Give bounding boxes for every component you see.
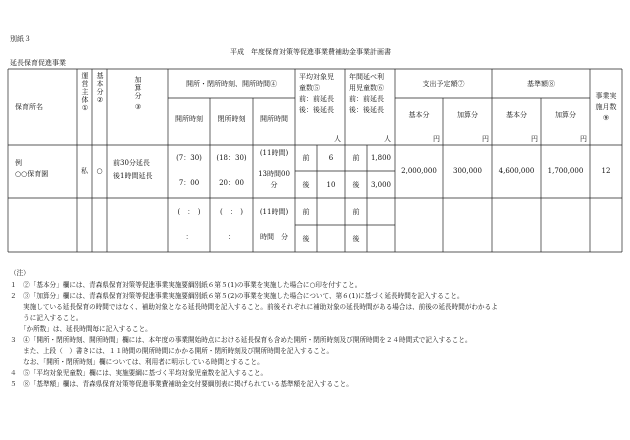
row2-open-2: ： [185, 233, 193, 241]
row2-close-2: ： [228, 233, 235, 241]
header-avg-sub: 後：後延長 [299, 106, 334, 114]
row1-cost-add: 300,000 [453, 167, 482, 175]
notes-title: （注） [10, 269, 30, 277]
row2-hours-1: (11時間) [259, 208, 289, 216]
header-avg-line: 童数⑤ [299, 84, 320, 92]
note-line: ５ ⑧「基準額」欄は、青森県保育対策等促進事業費補助金交付要綱別表に掲げられている基準額を記入すること。 [10, 380, 353, 388]
header-addition-char: ③ [134, 103, 142, 111]
row1-facility-2: ○○保育園 [15, 170, 49, 178]
note-line: 「か所数」は、延長時間毎に記入すること。 [10, 325, 152, 333]
row1-yr-pre: 1,800 [370, 154, 392, 162]
row2-hours-2: 時間 分 [260, 233, 288, 241]
header-months-line: 事業実 [595, 92, 617, 100]
header-yearly-line: 年間延べ利 [349, 73, 384, 81]
row1-basic: ○ [96, 167, 103, 175]
header-cost-add-unit: 円 [482, 135, 489, 143]
row1-yr-pre-label: 前 [352, 154, 360, 162]
note-line: うに記入すること。 [10, 314, 83, 322]
row1-std-add: 1,700,000 [547, 167, 584, 175]
note-line: ４ ⑤「平均対象児童数」欄には、実施要綱に基づく平均対象児童数を記入すること。 [10, 369, 268, 377]
row1-addition-2: 後1時間延長 [113, 172, 153, 180]
row1-avg-post: 10 [326, 181, 336, 189]
row1-addition-1: 前30分延長 [113, 159, 150, 167]
header-months [590, 92, 622, 122]
note-line: ２ ③「加算分」欄には、青森県保育対策等促進事業実施要綱別紙６第５(2)の事業を実施した場合について、第６(1)に基づく延長時間を記入すること。 [10, 292, 464, 300]
row2-avg-post-label: 後 [302, 235, 310, 243]
header-hours-group: 開所・閉所時刻、開所時間④ [186, 80, 277, 88]
row1-close-2: 20：00 [219, 179, 244, 187]
row2-open: ( ： ) [177, 208, 201, 216]
header-operator-char: 主 [81, 88, 89, 96]
row1-cost-basic: 2,000,000 [401, 167, 437, 175]
header-close-time: 閉所時刻 [217, 115, 246, 123]
note-line: なお、「開所・閉所時刻」欄については、利用者に明示している時間とすること。 [10, 358, 264, 366]
header-addition-char: 加 [134, 76, 142, 84]
note-line: 実施している延長保育の時間ではなく、補助対象となる延長時間を記入すること。前後それぞれに補助対象の延長時間がある場合は、前後の延長時間がわかるよ [10, 303, 498, 311]
header-basic-char: 本 [96, 80, 104, 88]
header-cost-basic: 基本分 [408, 111, 430, 119]
document-title: 平成 年度保育対策等促進事業費補助金事業計画書 [230, 48, 391, 56]
header-operator-char: 体 [81, 96, 89, 104]
row1-months: 12 [601, 167, 611, 175]
header-avg-unit: 人 [334, 135, 341, 143]
header-yearly-users [349, 73, 384, 114]
row1-yr-post: 3,000 [370, 181, 392, 189]
header-basic-char: 基 [96, 72, 104, 80]
header-basic-char: 分 [96, 88, 104, 96]
row1-open-1: (7：30) [176, 154, 202, 162]
notes-list [10, 281, 498, 391]
header-addition-char: 算 [134, 84, 142, 92]
header-yearly-unit: 人 [384, 135, 391, 143]
header-operator [78, 72, 92, 112]
row1-hours-1: (11時間) [259, 149, 289, 157]
row1-open-2: 7：00 [178, 179, 200, 187]
row1-hours-3: 分 [270, 181, 278, 189]
row1-close-1: (18：30) [216, 154, 247, 162]
header-avg-children [299, 73, 334, 114]
header-operator-char: ① [81, 104, 89, 112]
header-avg-line: 平均対象児 [299, 73, 334, 81]
row1-operator: 私 [81, 167, 88, 175]
header-std-add-unit: 円 [580, 135, 587, 143]
header-cost-basic-unit: 円 [433, 135, 440, 143]
header-std-basic: 基本分 [506, 111, 527, 119]
header-yearly-line: 用児童数⑥ [349, 84, 384, 92]
row1-hours-2: 13時間00 [258, 170, 290, 178]
header-avg-sub: 前：前延長 [299, 95, 334, 103]
header-operator-char: 運 [81, 72, 89, 80]
header-std-basic-unit: 円 [531, 135, 538, 143]
header-months-line: ⑨ [602, 114, 610, 122]
row2-yr-pre-label: 前 [352, 208, 360, 216]
section-label: 延長保育促進事業 [10, 59, 66, 67]
header-addition-char: 分 [134, 92, 142, 100]
note-line: また、上段（ ）書きには、１１時間の開所時間にかかる開所・閉所時刻及び開所時間を記入すること。 [10, 347, 334, 355]
row2-yr-post-label: 後 [352, 235, 360, 243]
header-basic [93, 72, 107, 104]
row1-avg-pre-label: 前 [302, 154, 310, 162]
row1-facility-1: 例 [15, 159, 22, 167]
row2-close: ( ： ) [220, 208, 243, 216]
header-addition [108, 76, 168, 111]
row1-std-basic: 4,600,000 [498, 167, 535, 175]
row1-avg-post-label: 後 [302, 181, 310, 189]
header-open-hours: 開所時間 [260, 115, 288, 123]
note-line: １ ②「基本分」欄には、青森県保育対策等促進事業実施要綱別紙６第５(1)の事業を実施した場合に○印を付すこと。 [10, 281, 362, 289]
header-operator-char: 営 [81, 80, 89, 88]
header-facility: 保育所名 [15, 103, 43, 111]
header-cost-add: 加算分 [457, 111, 478, 119]
header-basic-char: ② [96, 96, 104, 104]
note-line: ３ ④「開所・閉所時刻、開所時間」欄には、本年度の事業開始時点における延長保育も含めた開所・閉所時刻及び開所時間を２４時間式で記入すること。 [10, 336, 472, 344]
header-std-add: 加算分 [555, 111, 576, 119]
header-open-time: 開所時刻 [175, 115, 203, 123]
header-standard: 基準額⑧ [527, 80, 555, 88]
row2-avg-pre-label: 前 [302, 208, 310, 216]
row1-avg-pre: 6 [328, 154, 334, 162]
header-months-line: 施月数 [595, 103, 617, 111]
row1-yr-post-label: 後 [352, 181, 360, 189]
header-planned-cost: 支出予定額⑦ [422, 80, 465, 88]
header-yearly-sub: 前：前延長 [349, 95, 384, 103]
page-label: 別紙３ [10, 35, 31, 43]
header-yearly-sub: 後：後延長 [349, 106, 384, 114]
